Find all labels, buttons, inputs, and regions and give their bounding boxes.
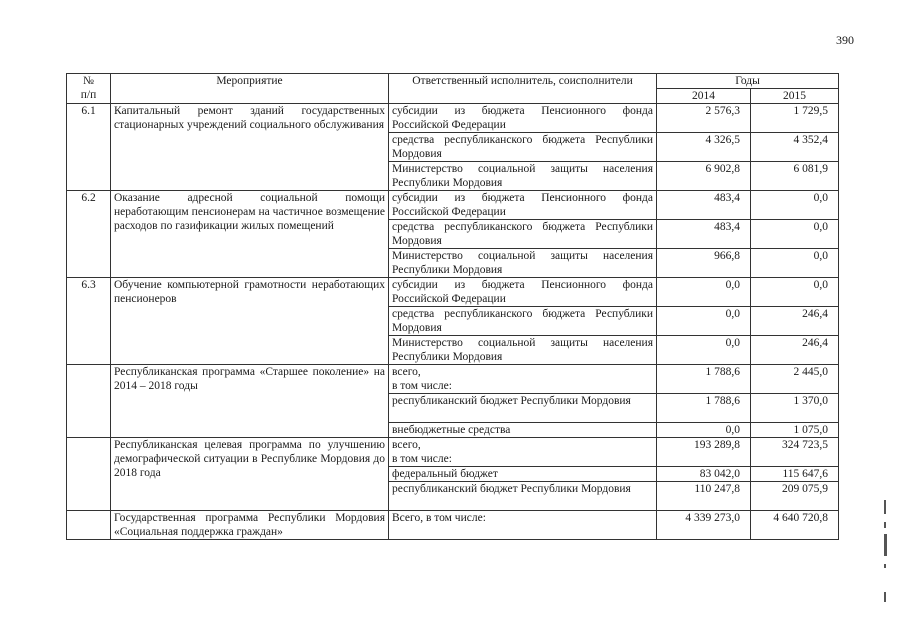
- event-title: Оказание адресной социальной помощи неработающим пенсионерам на частичное возмещение расходов по газификации жилых помещений: [111, 191, 389, 278]
- executor-cell: федеральный бюджет: [389, 467, 657, 482]
- value-2015: 1 370,0: [751, 394, 839, 423]
- event-title: Республиканская программа «Старшее поколение» на 2014 – 2018 годы: [111, 365, 389, 438]
- executor-cell: средства республиканского бюджета Республики Мордовия: [389, 307, 657, 336]
- value-2014: 0,0: [657, 336, 751, 365]
- value-2015: 2 445,0: [751, 365, 839, 394]
- value-2015: 209 075,9: [751, 482, 839, 511]
- executor-cell: субсидии из бюджета Пенсионного фонда Российской Федерации: [389, 104, 657, 133]
- value-2015: 1 729,5: [751, 104, 839, 133]
- value-2014: 966,8: [657, 249, 751, 278]
- table-row: [67, 104, 839, 133]
- value-2015: 6 081,9: [751, 162, 839, 191]
- item-number: [67, 511, 111, 540]
- event-title: Обучение компьютерной грамотности неработающих пенсионеров: [111, 278, 389, 365]
- value-2015: 246,4: [751, 336, 839, 365]
- header-row: [67, 74, 839, 89]
- header-executor: Ответственный исполнитель, соисполнители: [389, 74, 657, 104]
- program-funding-table: [66, 73, 839, 540]
- value-2014: 483,4: [657, 220, 751, 249]
- executor-cell: всего, в том числе:: [389, 438, 657, 467]
- value-2015: 0,0: [751, 249, 839, 278]
- header-years: Годы: [657, 74, 839, 89]
- event-title: Республиканская целевая программа по улучшению демографической ситуации в Республике Мордовия до 2018 года: [111, 438, 389, 511]
- value-2015: 4 640 720,8: [751, 511, 839, 540]
- executor-cell: всего, в том числе:: [389, 365, 657, 394]
- header-num: № п/п: [67, 74, 111, 104]
- value-2015: 115 647,6: [751, 467, 839, 482]
- item-number: [67, 365, 111, 438]
- executor-cell: субсидии из бюджета Пенсионного фонда Российской Федерации: [389, 278, 657, 307]
- table-row: [67, 365, 839, 394]
- executor-cell: республиканский бюджет Республики Мордовия: [389, 482, 657, 511]
- event-title: Капитальный ремонт зданий государственных стационарных учреждений социального обслуживания: [111, 104, 389, 191]
- executor-cell: средства республиканского бюджета Республики Мордовия: [389, 220, 657, 249]
- value-2014: 2 576,3: [657, 104, 751, 133]
- value-2014: 1 788,6: [657, 394, 751, 423]
- value-2014: 0,0: [657, 307, 751, 336]
- event-title: Государственная программа Республики Мордовия «Социальная поддержка граждан»: [111, 511, 389, 540]
- value-2015: 0,0: [751, 220, 839, 249]
- value-2014: 4 326,5: [657, 133, 751, 162]
- value-2014: 1 788,6: [657, 365, 751, 394]
- executor-cell: Министерство социальной защиты населения Республики Мордовия: [389, 249, 657, 278]
- item-number: [67, 438, 111, 511]
- table-row: [67, 191, 839, 220]
- table-row: [67, 278, 839, 307]
- item-number: 6.1: [67, 104, 111, 191]
- executor-cell: Министерство социальной защиты населения Республики Мордовия: [389, 336, 657, 365]
- page-number: 390: [836, 33, 854, 47]
- value-2015: 1 075,0: [751, 423, 839, 438]
- value-2014: 110 247,8: [657, 482, 751, 511]
- executor-cell: внебюджетные средства: [389, 423, 657, 438]
- table-row: [67, 511, 839, 540]
- value-2014: 0,0: [657, 278, 751, 307]
- header-year-2014: 2014: [657, 89, 751, 104]
- value-2015: 324 723,5: [751, 438, 839, 467]
- value-2014: 0,0: [657, 423, 751, 438]
- value-2014: 193 289,8: [657, 438, 751, 467]
- value-2015: 0,0: [751, 278, 839, 307]
- table-row: [67, 438, 839, 467]
- executor-cell: республиканский бюджет Республики Мордовия: [389, 394, 657, 423]
- scan-edge-marks: [884, 500, 890, 620]
- executor-cell: средства республиканского бюджета Республики Мордовия: [389, 133, 657, 162]
- item-number: 6.3: [67, 278, 111, 365]
- value-2014: 83 042,0: [657, 467, 751, 482]
- value-2015: 246,4: [751, 307, 839, 336]
- executor-cell: субсидии из бюджета Пенсионного фонда Российской Федерации: [389, 191, 657, 220]
- value-2015: 0,0: [751, 191, 839, 220]
- value-2014: 6 902,8: [657, 162, 751, 191]
- executor-cell: Министерство социальной защиты населения Республики Мордовия: [389, 162, 657, 191]
- value-2014: 483,4: [657, 191, 751, 220]
- header-event: Мероприятие: [111, 74, 389, 104]
- item-number: 6.2: [67, 191, 111, 278]
- value-2015: 4 352,4: [751, 133, 839, 162]
- executor-cell: Всего, в том числе:: [389, 511, 657, 540]
- value-2014: 4 339 273,0: [657, 511, 751, 540]
- header-year-2015: 2015: [751, 89, 839, 104]
